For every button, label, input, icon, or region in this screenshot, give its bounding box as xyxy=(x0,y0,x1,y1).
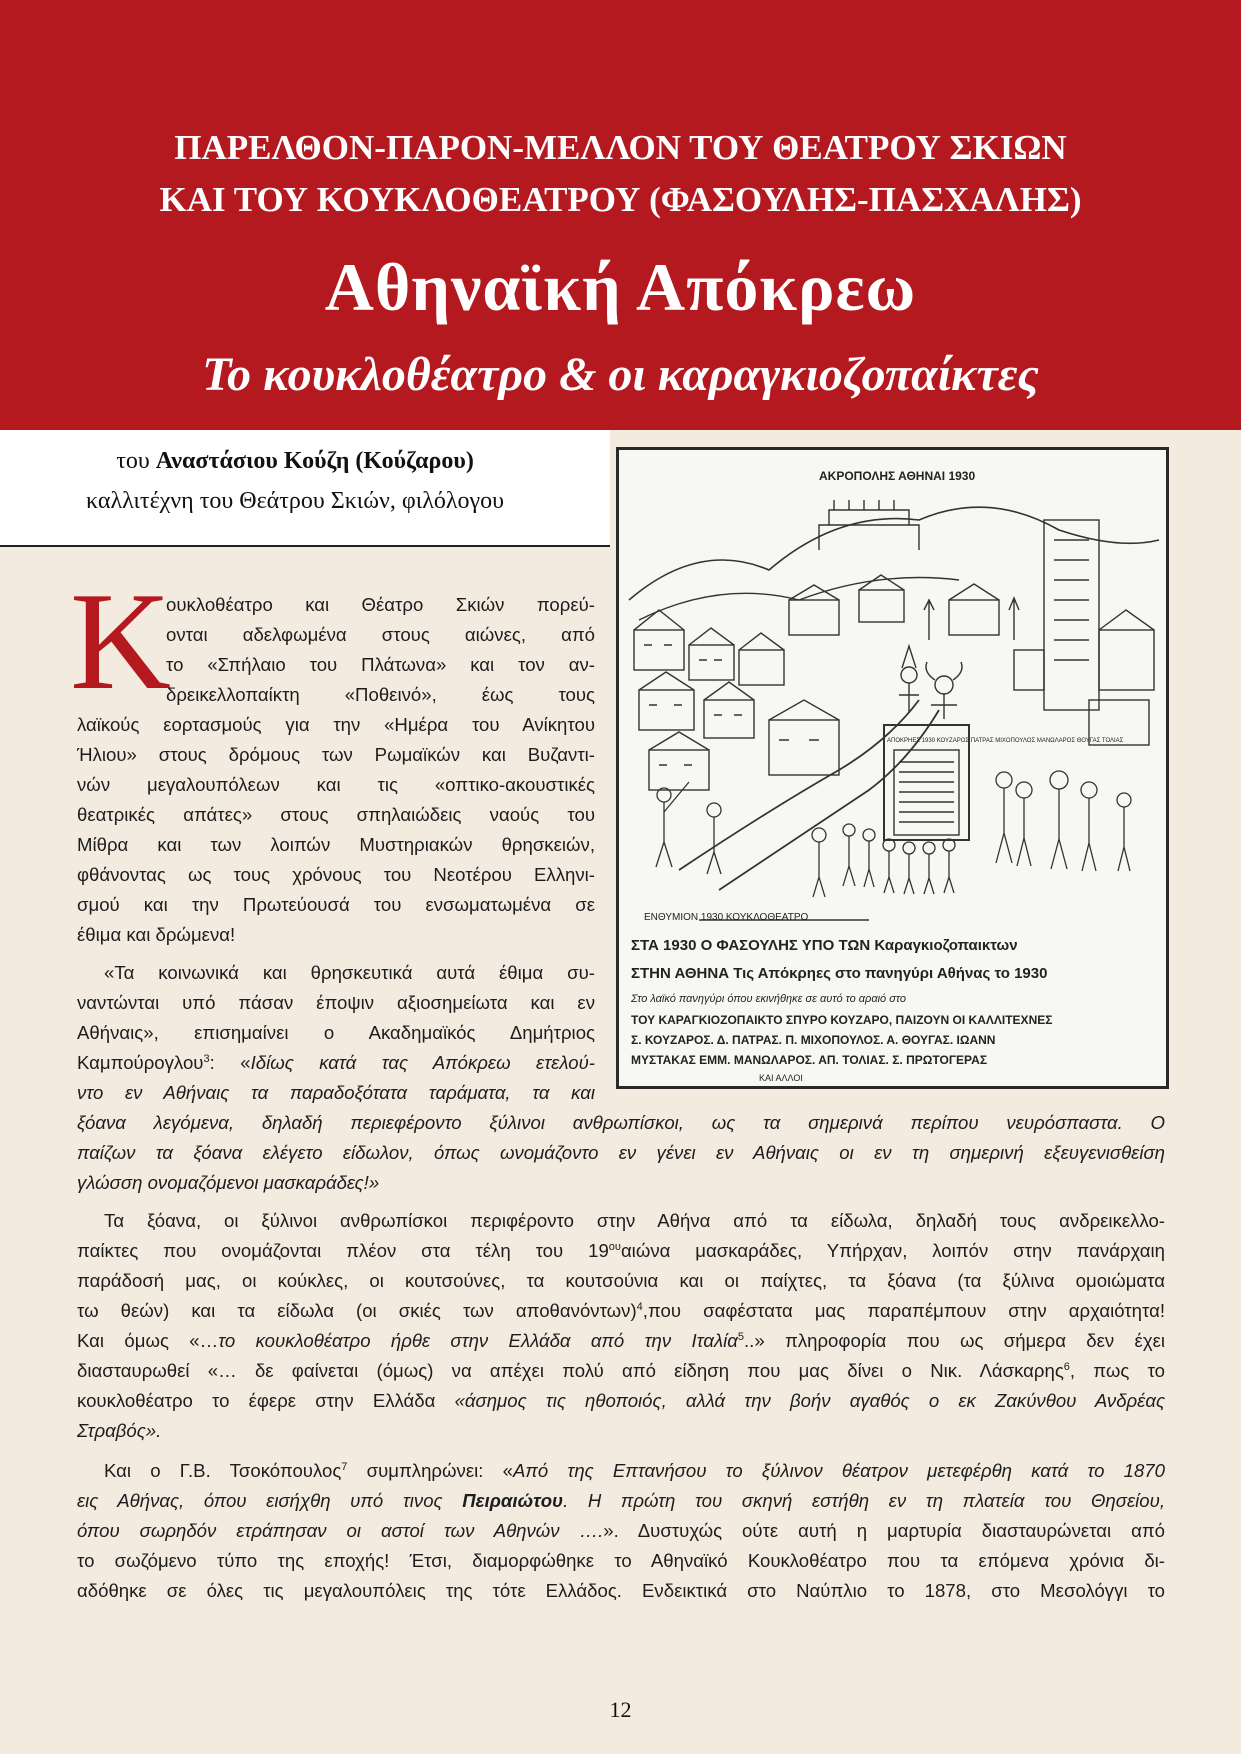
quote-span: το κουκλοθέατρο ήρθε στην Ελλάδα από την Ιταλία xyxy=(218,1330,738,1351)
drawing-inscription-6: ΜΥΣΤΑΚΑΣ ΕΜΜ. ΜΑΝΩΛΑΡΟΣ. ΑΠ. ΤΟΛΙΑΣ. Σ. ΠΡΩΤΟΓΕΡΑΣ xyxy=(631,1053,988,1067)
author-byline xyxy=(0,448,590,475)
body-line: Ήλιου» στους δρόμους των Ρωμαϊκών και Βυζαντι- xyxy=(77,744,595,765)
body-line: ξόανα λεγόμενα, δηλαδή περιεφέροντο ξύλινοι ανθρωπίσκοι, ως τα σημερινά περίπου νευρόσπαστα. Ο xyxy=(77,1112,1165,1133)
drawing-stage-sign: ΑΠΟΚΡΗΕΣ 1930 ΚΟΥΖΑΡΟΣ ΠΑΤΡΑΣ ΜΙΧΟΠΟΥΛΟΣ ΜΑΝΩΛΑΡΟΣ ΘΟΥΓΑΣ ΤΟΛΙΑΣ xyxy=(887,738,1124,744)
quote-bold-span: Πειραιώτου xyxy=(462,1490,564,1511)
header-kicker-line-1: ΠΑΡΕΛΘΟΝ-ΠΑΡΟΝ-ΜΕΛΛΟΝ ΤΟΥ ΘΕΑΤΡΟΥ ΣΚΙΩΝ xyxy=(174,128,1067,167)
drawing-inscription-2: ΣΤΗΝ ΑΘΗΝΑ Τις Απόκρηες στο πανηγύρι Αθήνας το 1930 xyxy=(631,965,1048,982)
drawing-caption-top: ΑΚΡΟΠΟΛΗΣ ΑΘΗΝΑΙ 1930 xyxy=(819,469,976,483)
body-line: θεατρικές απάτες» στους σπηλαιώδεις ναούς του xyxy=(77,804,595,825)
drawing-inscription-4: ΤΟΥ ΚΑΡΑΓΚΙΟΖΟΠΑΙΚΤΟ ΣΠΥΡΟ ΚΟΥΖΑΡΟ, ΠΑΙΖΟΥΝ ΟΙ ΚΑΛΛΙΤΕΧΝΕΣ xyxy=(631,1013,1053,1027)
body-line: ναντώνται υπό πάσαν έποψιν αξιοσημείωτα και εν xyxy=(77,992,595,1013)
text-span: , πως το xyxy=(1069,1360,1166,1381)
body-line: ονται αδελφωμένα στους αιώνες, από xyxy=(166,624,595,645)
quote-span: Από της Επτανήσου το ξύλινον θέατρον μετεφέρθη κατά το 1870 xyxy=(512,1460,1165,1481)
drawing-inscription-7: ΚΑΙ ΑΛΛΟΙ xyxy=(759,1073,803,1083)
drawing-inscription-5: Σ. ΚΟΥΖΑΡΟΣ. Δ. ΠΑΤΡΑΣ. Π. ΜΙΧΟΠΟΥΛΟΣ. Α. ΘΟΥΓΑΣ. ΙΩΑΝΝ xyxy=(631,1033,996,1047)
page-title: Αθηναϊκή Απόκρεω xyxy=(324,249,917,325)
body-line: Μίθρα και των λοιπών Μυστηριακών θρησκειών, xyxy=(77,834,595,855)
body-line: «Τα κοινωνικά και θρησκευτικά αυτά έθιμα συ- xyxy=(104,962,595,983)
body-line: Αθήναις», επισημαίνει ο Ακαδημαϊκός Δημήτριος xyxy=(77,1022,595,1043)
page-subtitle: Το κουκλοθέατρο & οι καραγκιοζοπαίκτες xyxy=(202,348,1039,401)
footnote-ref: 6 xyxy=(1063,1360,1070,1373)
drawing-caption-keepsake: ΕΝΘΥΜΙΟΝ 1930 ΚΟΥΚΛΟΘΕΑΤΡΟ xyxy=(644,912,809,923)
body-line: παίζων τα ξόανα ελέγετο είδωλον, όπως ωνομάζοντο εν γένει εν Αθήναις οι εν τη σημερινή εξευγενισθείση xyxy=(77,1142,1165,1163)
body-line xyxy=(77,1048,595,1078)
footnote-ref: 4 xyxy=(636,1300,643,1313)
body-line: αδόθηκε σε όλες τις μεγαλουπόλεις της τότε Ελλάδος. Ενδεικτικά στο Ναύπλιο το 1878, στο Μεσολόγγι το xyxy=(77,1580,1165,1601)
body-line: σμού και την Πρωτεύουσά του ενσωματωμένα σε xyxy=(77,894,595,915)
body-line: δρεικελλοπαίκτη «Ποθεινό», έως τους xyxy=(166,684,595,705)
quote-span: «άσημος τις ηθοποιός, αλλά την βοήν αγαθός ο εκ Ζακύνθου Ανδρέας xyxy=(454,1390,1165,1411)
body-line: γλώσση ονομαζόμενοι μασκαράδες!» xyxy=(77,1172,380,1193)
body-line: το σωζόμενο τύπο της εποχής! Έτσι, διαμορφώθηκε το Αθηναϊκό Κουκλοθέατρο που τα επόμενα χρόνια δι- xyxy=(77,1550,1165,1571)
body-line xyxy=(77,1326,1165,1356)
body-line xyxy=(77,1386,1165,1416)
body-line xyxy=(104,1456,1165,1486)
body-line: το «Σπήλαιο του Πλάτωνα» και τον αν- xyxy=(166,654,595,675)
author-name: Αναστάσιου Κούζη (Κούζαρου) xyxy=(155,448,474,474)
body-line: λαϊκούς εορτασμούς για την «Ημέρα του Ανίκητου xyxy=(77,714,595,735)
text-span: ,που σαφέστατα μας παραπέμπουν στην αρχαιότητα! xyxy=(642,1300,1165,1321)
body-line xyxy=(77,1236,1165,1266)
text-span: κουκλοθέατρο το έφερε στην Ελλάδα xyxy=(77,1390,455,1411)
body-line: ντο εν Αθήναις τα παραδοξότατα ταράματα, τα και xyxy=(77,1082,595,1103)
body-line xyxy=(77,1356,1165,1386)
text-span: Και ο Γ.Β. Τσοκόπουλος xyxy=(104,1460,342,1481)
drawing-inscription-1: ΣΤΑ 1930 Ο ΦΑΣΟΥΛΗΣ ΥΠΟ ΤΩΝ Καραγκιοζοπαικτων xyxy=(631,937,1018,954)
body-line: φθάνοντας ως τους χρόνους του Νεοτέρου Ελληνι- xyxy=(77,864,595,885)
page-number: 12 xyxy=(609,1697,632,1722)
quote-span: όπου σωρηδόν ετράπησαν οι αστοί των Αθηνών …. xyxy=(77,1520,604,1541)
quote-span: Ιδίως κατά τας Απόκρεω ετελού- xyxy=(250,1052,595,1073)
quote-span: εις Αθήνας, όπου εισήχθη υπό τινος xyxy=(77,1490,463,1511)
text-span: τω θεών) και τα είδωλα (οι σκιές των αποθανόντων) xyxy=(77,1300,637,1321)
text-span: : « xyxy=(209,1052,251,1073)
drop-cap: Κ xyxy=(70,564,172,719)
body-line: έθιμα και δρώμενα! xyxy=(77,924,236,945)
text-span: συμπληρώνει: « xyxy=(347,1460,513,1481)
drawing-inscription-3: Στο λαϊκό πανηγύρι όπου εκινήθηκε σε αυτό το αραιό στο xyxy=(631,993,906,1005)
text-span: διασταυρωθεί «… δε φαίνεται (όμως) να απέχει πολύ από είδηση που μας δίνει ο Νικ. Λάσκαρης xyxy=(77,1360,1064,1381)
body-line: ουκλοθέατρο και Θέατρο Σκιών πορεύ- xyxy=(166,594,595,615)
drawing-svg xyxy=(619,450,1166,1086)
body-line xyxy=(77,1516,1165,1546)
body-line xyxy=(77,1296,1165,1326)
footnote-ref: ου xyxy=(608,1240,621,1253)
text-span: αιώνα μασκαράδες, Υπήρχαν, λοιπόν στην πανάρχαιη xyxy=(620,1240,1165,1261)
author-prefix: του xyxy=(116,448,156,474)
text-span: Και όμως «… xyxy=(77,1330,219,1351)
author-affiliation: καλλιτέχνη του Θεάτρου Σκιών, φιλόλογου xyxy=(86,488,504,514)
body-line xyxy=(77,1486,1165,1516)
footnote-ref: 3 xyxy=(203,1052,210,1065)
body-line: παράδοσή μας, οι κούκλες, οι κουτσούνες, τα κουτσούνια και οι παίχτες, τα ξόανα (τα ξύλινα ομοιώματα xyxy=(77,1270,1165,1291)
quote-span: . Η πρώτη του σκηνή εστήθη εν τη πλατεία του Θησείου, xyxy=(563,1490,1165,1511)
body-line: νών μεγαλουπόλεων και τις «οπτικο-ακουστικές xyxy=(77,774,595,795)
historical-drawing-image xyxy=(616,447,1169,1089)
footnote-ref: 5 xyxy=(737,1330,744,1343)
text-span: Καμπούρογλου xyxy=(77,1052,204,1073)
body-line: Στραβός». xyxy=(77,1420,162,1441)
body-line: Τα ξόανα, οι ξύλινοι ανθρωπίσκοι περιφέροντο στην Αθήνα από τα είδωλα, δηλαδή τους ανδρεικελλο- xyxy=(104,1210,1165,1231)
header-kicker-line-2: ΚΑΙ ΤΟΥ ΚΟΥΚΛΟΘΕΑΤΡΟΥ (ΦΑΣΟΥΛΗΣ-ΠΑΣΧΑΛΗΣ) xyxy=(159,180,1082,219)
text-span: ». Δυστυχώς ούτε αυτή η μαρτυρία διασταυρώνεται από xyxy=(603,1520,1166,1541)
text-span: ..» πληροφορία που ως σήμερα δεν έχει xyxy=(744,1330,1166,1351)
footnote-ref: 7 xyxy=(341,1460,348,1473)
text-span: παίκτες που ονομάζονται πλέον στα τέλη του 19 xyxy=(77,1240,609,1261)
divider-rule xyxy=(0,545,610,547)
